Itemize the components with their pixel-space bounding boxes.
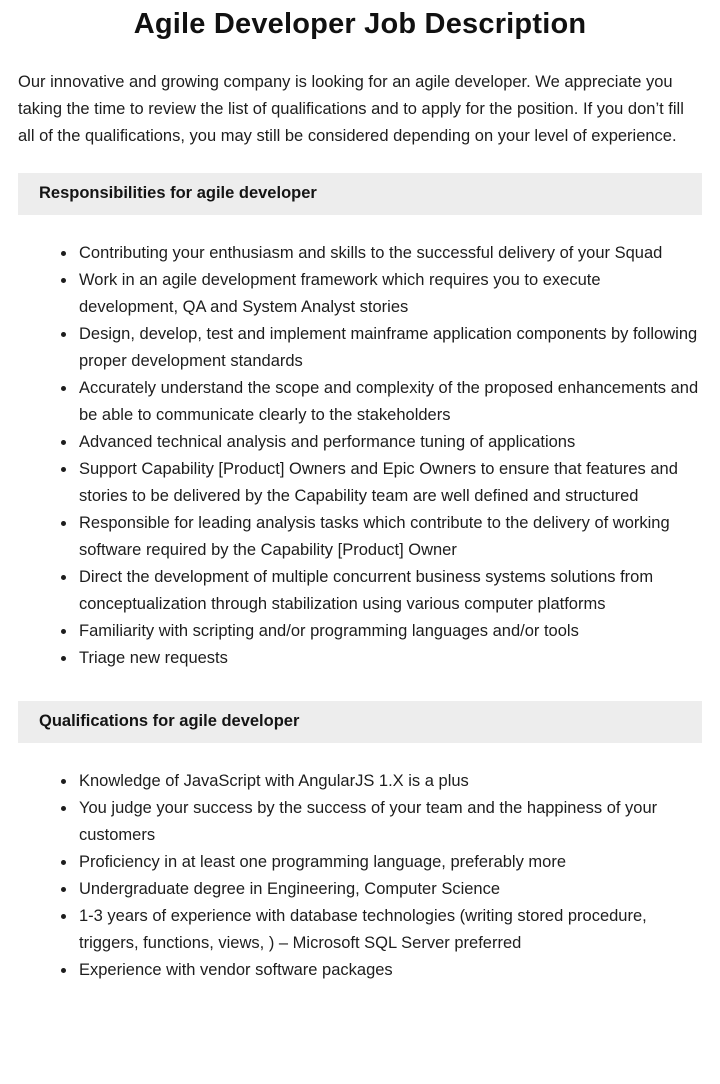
list-item: Advanced technical analysis and performance tuning of applications (61, 429, 702, 456)
qualifications-list (18, 768, 702, 984)
list-item: Triage new requests (61, 645, 702, 672)
list-item: 1-3 years of experience with database technologies (writing stored procedure, triggers, functions, views, ) – Microsoft SQL Server preferred (61, 903, 702, 957)
list-item: You judge your success by the success of your team and the happiness of your customers (61, 795, 702, 849)
list-item: Accurately understand the scope and complexity of the proposed enhancements and be able to communicate clearly to the stakeholders (61, 375, 702, 429)
intro-paragraph: Our innovative and growing company is looking for an agile developer. We appreciate you taking the time to review the list of qualifications and to apply for the position. If you don’t fill all of the qualifications, you may still be considered depending on your level of experience. (18, 73, 684, 145)
list-item: Support Capability [Product] Owners and Epic Owners to ensure that features and stories to be delivered by the Capability team are well defined and structured (61, 456, 702, 510)
list-item: Familiarity with scripting and/or programming languages and/or tools (61, 618, 702, 645)
list-item: Responsible for leading analysis tasks which contribute to the delivery of working software required by the Capability [Product] Owner (61, 510, 702, 564)
section-responsibilities (18, 173, 702, 672)
list-item: Work in an agile development framework which requires you to execute development, QA and System Analyst stories (61, 267, 702, 321)
section-qualifications (18, 701, 702, 984)
list-item: Direct the development of multiple concurrent business systems solutions from conceptualization through stabilization using various computer platforms (61, 564, 702, 618)
list-item: Knowledge of JavaScript with AngularJS 1.X is a plus (61, 768, 702, 795)
responsibilities-list (18, 240, 702, 672)
page-title: Agile Developer Job Description (133, 8, 587, 40)
list-item: Proficiency in at least one programming language, preferably more (61, 849, 702, 876)
list-item: Contributing your enthusiasm and skills to the successful delivery of your Squad (61, 240, 702, 267)
list-item: Experience with vendor software packages (61, 957, 702, 984)
list-item: Undergraduate degree in Engineering, Computer Science (61, 876, 702, 903)
responsibilities-heading: Responsibilities for agile developer (18, 173, 702, 215)
list-item: Design, develop, test and implement mainframe application components by following proper development standards (61, 321, 702, 375)
qualifications-heading: Qualifications for agile developer (18, 701, 702, 743)
